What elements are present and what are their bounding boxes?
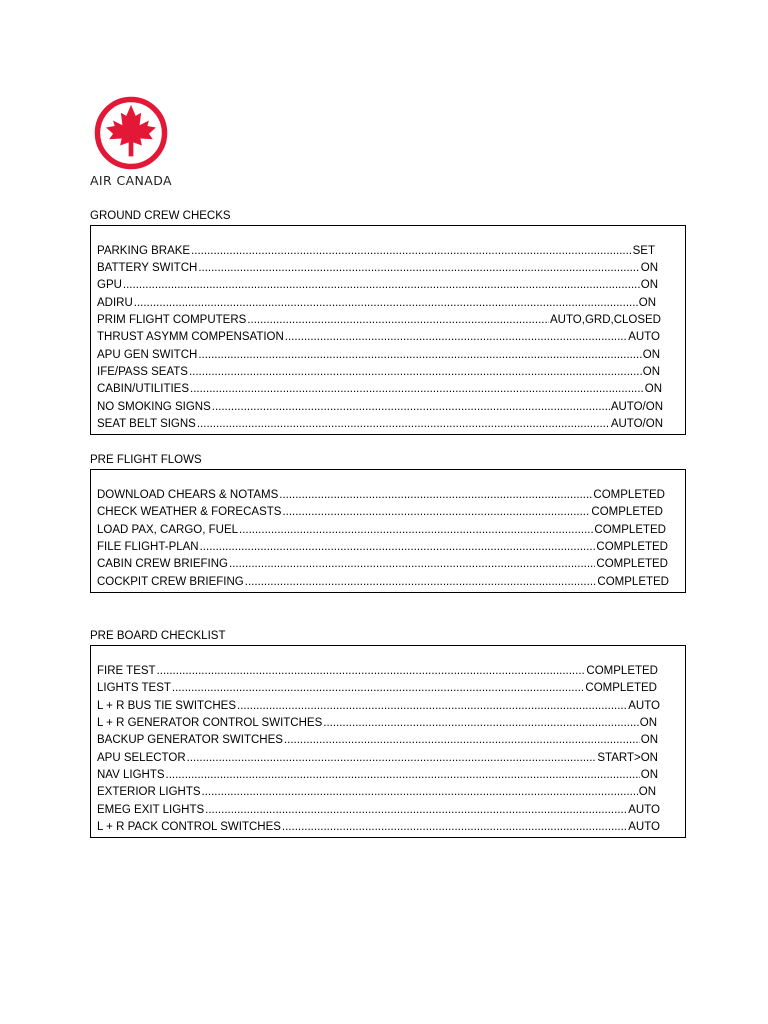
checklist-row	[97, 504, 663, 521]
item-label: L + R BUS TIE SWITCHES	[97, 700, 236, 712]
leader-dots	[229, 556, 595, 573]
checklist-row	[97, 522, 666, 539]
checklist-row	[97, 539, 668, 556]
item-value: COMPLETED	[596, 558, 668, 570]
checklist-row	[97, 329, 660, 346]
item-label: SEAT BELT SIGNS	[97, 418, 196, 430]
checklist-row	[97, 574, 669, 591]
checklist-row	[97, 819, 660, 836]
leader-dots	[157, 663, 586, 680]
item-value: SET	[632, 245, 655, 257]
leader-dots	[187, 750, 597, 767]
leader-dots	[202, 784, 638, 801]
leader-dots	[205, 802, 627, 819]
leader-dots	[285, 329, 627, 346]
checklist-row	[97, 295, 656, 312]
item-value: AUTO,GRD,CLOSED	[550, 314, 661, 326]
section-title: GROUND CREW CHECKS	[90, 210, 231, 222]
item-label: L + R GENERATOR CONTROL SWITCHES	[97, 717, 323, 729]
leader-dots	[134, 295, 638, 312]
checklist-row	[97, 663, 658, 680]
leader-dots	[237, 698, 627, 715]
leader-dots	[247, 312, 549, 329]
item-value: ON	[642, 366, 660, 378]
leader-dots	[284, 732, 640, 749]
checklist-row	[97, 243, 655, 260]
leader-dots	[279, 487, 592, 504]
item-label: DOWNLOAD CHEARS & NOTAMS	[97, 489, 279, 501]
item-value: AUTO	[628, 331, 660, 343]
maple-leaf-icon	[92, 94, 170, 172]
leader-dots	[172, 680, 585, 697]
leader-dots	[189, 364, 642, 381]
checklist-row	[97, 715, 657, 732]
checklist-row	[97, 750, 658, 767]
checklist-row	[97, 381, 662, 398]
leader-dots	[191, 243, 632, 260]
item-value: ON	[639, 717, 657, 729]
item-label: EMEG EXIT LIGHTS	[97, 804, 205, 816]
leader-dots	[166, 767, 640, 784]
item-label: IFE/PASS SEATS	[97, 366, 188, 378]
item-value: ON	[638, 786, 656, 798]
checklist-row	[97, 364, 660, 381]
item-value: ON	[638, 297, 656, 309]
checklist-row	[97, 556, 668, 573]
item-value: AUTO/ON	[610, 418, 663, 430]
logo-wordmark: AIR CANADA	[89, 173, 173, 188]
item-value: COMPLETED	[596, 541, 668, 553]
item-value: ON	[640, 769, 658, 781]
item-label: LOAD PAX, CARGO, FUEL	[97, 524, 239, 536]
leader-dots	[239, 522, 593, 539]
checklist-box	[90, 225, 686, 435]
checklist-row	[97, 260, 658, 277]
item-value: AUTO	[628, 804, 660, 816]
item-value: ON	[644, 383, 662, 395]
item-label: CABIN/UTILITIES	[97, 383, 190, 395]
checklist-row	[97, 312, 661, 329]
item-label: ADIRU	[97, 297, 133, 309]
item-label: BACKUP GENERATOR SWITCHES	[97, 734, 283, 746]
item-value: ON	[640, 279, 658, 291]
item-label: APU GEN SWITCH	[97, 349, 198, 361]
leader-dots	[198, 260, 639, 277]
checklist-row	[97, 698, 660, 715]
checklist-row	[97, 767, 658, 784]
item-label: PRIM FLIGHT COMPUTERS	[97, 314, 247, 326]
leader-dots	[200, 539, 596, 556]
item-value: AUTO/ON	[610, 401, 663, 413]
item-label: PARKING BRAKE	[97, 245, 191, 257]
checklist-box	[90, 645, 686, 838]
item-label: COCKPIT CREW BRIEFING	[97, 576, 244, 588]
item-label: FILE FLIGHT-PLAN	[97, 541, 199, 553]
item-value: AUTO	[628, 821, 660, 833]
item-label: NAV LIGHTS	[97, 769, 165, 781]
item-value: START>ON	[597, 752, 658, 764]
leader-dots	[245, 574, 597, 591]
item-value: ON	[642, 349, 660, 361]
item-value: ON	[640, 262, 658, 274]
checklist-row	[97, 784, 656, 801]
item-label: FIRE TEST	[97, 665, 156, 677]
checklist-box	[90, 469, 686, 593]
item-label: CHECK WEATHER & FORECASTS	[97, 506, 282, 518]
item-label: NO SMOKING SIGNS	[97, 401, 211, 413]
checklist-row	[97, 802, 660, 819]
item-label: THRUST ASYMM COMPENSATION	[97, 331, 284, 343]
checklist-row	[97, 732, 658, 749]
leader-dots	[323, 715, 639, 732]
checklist-row	[97, 347, 660, 364]
section-title: PRE BOARD CHECKLIST	[90, 630, 226, 642]
leader-dots	[282, 819, 627, 836]
section-title: PRE FLIGHT FLOWS	[90, 454, 202, 466]
item-label: BATTERY SWITCH	[97, 262, 198, 274]
item-label: L + R PACK CONTROL SWITCHES	[97, 821, 281, 833]
item-label: EXTERIOR LIGHTS	[97, 786, 201, 798]
checklist-row	[97, 416, 663, 433]
checklist-row	[97, 680, 657, 697]
checklist-row	[97, 277, 658, 294]
checklist-row	[97, 399, 663, 416]
leader-dots	[198, 347, 641, 364]
item-label: LIGHTS TEST	[97, 682, 171, 694]
leader-dots	[282, 504, 590, 521]
leader-dots	[197, 416, 610, 433]
item-value: COMPLETED	[593, 489, 665, 501]
item-label: GPU	[97, 279, 122, 291]
leader-dots	[123, 277, 640, 294]
item-label: APU SELECTOR	[97, 752, 186, 764]
checklist-row	[97, 487, 665, 504]
item-value: COMPLETED	[585, 682, 657, 694]
leader-dots	[190, 381, 644, 398]
item-label: CABIN CREW BRIEFING	[97, 558, 228, 570]
item-value: COMPLETED	[591, 506, 663, 518]
item-value: COMPLETED	[594, 524, 666, 536]
item-value: COMPLETED	[586, 665, 658, 677]
item-value: COMPLETED	[597, 576, 669, 588]
item-value: ON	[640, 734, 658, 746]
item-value: AUTO	[628, 700, 660, 712]
leader-dots	[212, 399, 610, 416]
